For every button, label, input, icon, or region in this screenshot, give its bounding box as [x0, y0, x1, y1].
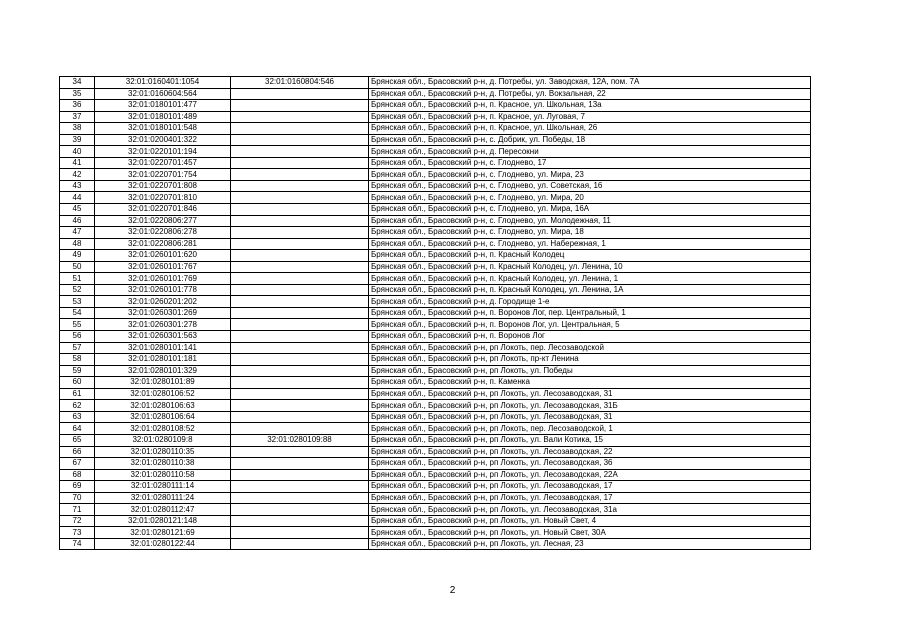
address-cell: Брянская обл., Брасовский р-н, рп Локоть, ул. Лесозаводская, 22А: [369, 469, 811, 481]
previous-number-cell: [231, 446, 369, 458]
row-number-cell: 41: [60, 157, 95, 169]
address-cell: Брянская обл., Брасовский р-н, д. Пересокни: [369, 146, 811, 158]
previous-number-cell: [231, 388, 369, 400]
cadastral-number-cell: 32:01:0280108:52: [95, 423, 231, 435]
table-row: [60, 434, 811, 446]
cadastral-number-cell: 32:01:0280101:329: [95, 365, 231, 377]
cadastral-number-cell: 32:01:0220701:457: [95, 157, 231, 169]
previous-number-cell: [231, 492, 369, 504]
previous-number-cell: 32:01:0160804:546: [231, 77, 369, 89]
cadastral-number-cell: 32:01:0260301:563: [95, 331, 231, 343]
table-row: [60, 146, 811, 158]
row-number-cell: 63: [60, 411, 95, 423]
cadastral-number-cell: 32:01:0220701:754: [95, 169, 231, 181]
previous-number-cell: [231, 250, 369, 262]
row-number-cell: 55: [60, 319, 95, 331]
address-cell: Брянская обл., Брасовский р-н, п. Красное, ул. Луговая, 7: [369, 111, 811, 123]
cadastral-number-cell: 32:01:0220101:194: [95, 146, 231, 158]
table-row: [60, 354, 811, 366]
address-cell: Брянская обл., Брасовский р-н, п. Красный Колодец, ул. Ленина, 1: [369, 273, 811, 285]
cadastral-number-cell: 32:01:0280106:63: [95, 400, 231, 412]
row-number-cell: 70: [60, 492, 95, 504]
previous-number-cell: [231, 400, 369, 412]
cadastral-number-cell: 32:01:0280122:44: [95, 538, 231, 550]
table-row: [60, 238, 811, 250]
row-number-cell: 48: [60, 238, 95, 250]
table-row: [60, 458, 811, 470]
row-number-cell: 36: [60, 100, 95, 112]
row-number-cell: 65: [60, 434, 95, 446]
previous-number-cell: [231, 180, 369, 192]
address-cell: Брянская обл., Брасовский р-н, с. Глоднево, ул. Набережная, 1: [369, 238, 811, 250]
row-number-cell: 66: [60, 446, 95, 458]
cadastral-number-cell: 32:01:0280112:47: [95, 504, 231, 516]
previous-number-cell: [231, 192, 369, 204]
address-cell: Брянская обл., Брасовский р-н, с. Глоднево, ул. Мира, 23: [369, 169, 811, 181]
row-number-cell: 37: [60, 111, 95, 123]
cadastral-number-cell: 32:01:0280121:148: [95, 515, 231, 527]
table-row: [60, 134, 811, 146]
table-row: [60, 111, 811, 123]
row-number-cell: 60: [60, 377, 95, 389]
row-number-cell: 50: [60, 261, 95, 273]
table-row: [60, 77, 811, 89]
address-cell: Брянская обл., Брасовский р-н, п. Воронов Лог: [369, 331, 811, 343]
table-row: [60, 296, 811, 308]
row-number-cell: 52: [60, 284, 95, 296]
row-number-cell: 39: [60, 134, 95, 146]
table-row: [60, 284, 811, 296]
cadastral-number-cell: 32:01:0220806:281: [95, 238, 231, 250]
table-row: [60, 204, 811, 216]
previous-number-cell: [231, 296, 369, 308]
row-number-cell: 72: [60, 515, 95, 527]
cadastral-number-cell: 32:01:0220701:810: [95, 192, 231, 204]
address-cell: Брянская обл., Брасовский р-н, п. Красное, ул. Школьная, 13а: [369, 100, 811, 112]
cadastral-number-cell: 32:01:0280101:89: [95, 377, 231, 389]
table-row: [60, 319, 811, 331]
row-number-cell: 35: [60, 88, 95, 100]
cadastral-number-cell: 32:01:0180101:477: [95, 100, 231, 112]
row-number-cell: 45: [60, 204, 95, 216]
table-row: [60, 215, 811, 227]
cadastral-number-cell: 32:01:0280101:181: [95, 354, 231, 366]
table-row: [60, 423, 811, 435]
row-number-cell: 59: [60, 365, 95, 377]
previous-number-cell: [231, 134, 369, 146]
address-cell: Брянская обл., Брасовский р-н, с. Глоднево, ул. Мира, 16А: [369, 204, 811, 216]
table-row: [60, 123, 811, 135]
table-row: [60, 492, 811, 504]
address-cell: Брянская обл., Брасовский р-н, рп Локоть, пр-кт Ленина: [369, 354, 811, 366]
previous-number-cell: [231, 204, 369, 216]
cadastral-number-cell: 32:01:0220806:277: [95, 215, 231, 227]
cadastral-number-cell: 32:01:0200401:322: [95, 134, 231, 146]
row-number-cell: 56: [60, 331, 95, 343]
table-row: [60, 538, 811, 550]
address-cell: Брянская обл., Брасовский р-н, рп Локоть, ул. Победы: [369, 365, 811, 377]
row-number-cell: 58: [60, 354, 95, 366]
row-number-cell: 34: [60, 77, 95, 89]
table-row: [60, 504, 811, 516]
row-number-cell: 51: [60, 273, 95, 285]
previous-number-cell: [231, 146, 369, 158]
table-row: [60, 377, 811, 389]
table-row: [60, 527, 811, 539]
previous-number-cell: [231, 538, 369, 550]
row-number-cell: 44: [60, 192, 95, 204]
row-number-cell: 67: [60, 458, 95, 470]
cadastral-number-cell: 32:01:0220806:278: [95, 227, 231, 239]
cadastral-number-cell: 32:01:0220701:846: [95, 204, 231, 216]
previous-number-cell: [231, 331, 369, 343]
address-cell: Брянская обл., Брасовский р-н, д. Городище 1-е: [369, 296, 811, 308]
address-cell: Брянская обл., Брасовский р-н, с. Добрик, ул. Победы, 18: [369, 134, 811, 146]
table-row: [60, 180, 811, 192]
table-row: [60, 100, 811, 112]
address-cell: Брянская обл., Брасовский р-н, рп Локоть, ул. Лесозаводская, 22: [369, 446, 811, 458]
address-cell: Брянская обл., Брасовский р-н, рп Локоть, ул. Лесозаводская, 31: [369, 388, 811, 400]
address-cell: Брянская обл., Брасовский р-н, рп Локоть, ул. Лесозаводская, 17: [369, 492, 811, 504]
row-number-cell: 42: [60, 169, 95, 181]
table-row: [60, 388, 811, 400]
address-cell: Брянская обл., Брасовский р-н, рп Локоть, ул. Лесная, 23: [369, 538, 811, 550]
previous-number-cell: [231, 365, 369, 377]
previous-number-cell: [231, 284, 369, 296]
row-number-cell: 53: [60, 296, 95, 308]
address-cell: Брянская обл., Брасовский р-н, п. Красный Колодец: [369, 250, 811, 262]
row-number-cell: 73: [60, 527, 95, 539]
cadastral-number-cell: 32:01:0280111:24: [95, 492, 231, 504]
address-cell: Брянская обл., Брасовский р-н, рп Локоть, пер. Лесозаводской: [369, 342, 811, 354]
previous-number-cell: [231, 458, 369, 470]
previous-number-cell: [231, 227, 369, 239]
address-cell: Брянская обл., Брасовский р-н, д. Потребы, ул. Вокзальная, 22: [369, 88, 811, 100]
address-cell: Брянская обл., Брасовский р-н, с. Глоднево, ул. Мира, 20: [369, 192, 811, 204]
previous-number-cell: [231, 307, 369, 319]
address-cell: Брянская обл., Брасовский р-н, рп Локоть, ул. Лесозаводская, 36: [369, 458, 811, 470]
cadastral-number-cell: 32:01:0280110:58: [95, 469, 231, 481]
row-number-cell: 47: [60, 227, 95, 239]
row-number-cell: 43: [60, 180, 95, 192]
table-row: [60, 411, 811, 423]
address-cell: Брянская обл., Брасовский р-н, с. Глоднево, ул. Мира, 18: [369, 227, 811, 239]
cadastral-number-cell: 32:01:0280110:38: [95, 458, 231, 470]
address-cell: Брянская обл., Брасовский р-н, п. Воронов Лог, ул. Центральная, 5: [369, 319, 811, 331]
address-cell: Брянская обл., Брасовский р-н, рп Локоть, пер. Лесозаводской, 1: [369, 423, 811, 435]
address-cell: Брянская обл., Брасовский р-н, рп Локоть, ул. Новый Свет, 4: [369, 515, 811, 527]
address-cell: Брянская обл., Брасовский р-н, с. Глоднево, ул. Советская, 16: [369, 180, 811, 192]
previous-number-cell: [231, 377, 369, 389]
table-row: [60, 227, 811, 239]
cadastral-number-cell: 32:01:0280101:141: [95, 342, 231, 354]
address-cell: Брянская обл., Брасовский р-н, п. Красный Колодец, ул. Ленина, 10: [369, 261, 811, 273]
cadastral-number-cell: 32:01:0160604:564: [95, 88, 231, 100]
address-cell: Брянская обл., Брасовский р-н, рп Локоть, ул. Лесозаводская, 17: [369, 481, 811, 493]
previous-number-cell: [231, 261, 369, 273]
address-cell: Брянская обл., Брасовский р-н, п. Воронов Лог, пер. Центральный, 1: [369, 307, 811, 319]
previous-number-cell: [231, 100, 369, 112]
previous-number-cell: [231, 481, 369, 493]
row-number-cell: 74: [60, 538, 95, 550]
previous-number-cell: [231, 423, 369, 435]
table-row: [60, 446, 811, 458]
cadastral-number-cell: 32:01:0180101:489: [95, 111, 231, 123]
table-row: [60, 273, 811, 285]
cadastral-number-cell: 32:01:0280106:64: [95, 411, 231, 423]
address-cell: Брянская обл., Брасовский р-н, рп Локоть, ул. Вали Котика, 15: [369, 434, 811, 446]
previous-number-cell: 32:01:0280109:88: [231, 434, 369, 446]
table-row: [60, 88, 811, 100]
cadastral-number-cell: 32:01:0160401:1054: [95, 77, 231, 89]
row-number-cell: 62: [60, 400, 95, 412]
cadastral-number-cell: 32:01:0280121:69: [95, 527, 231, 539]
table-row: [60, 481, 811, 493]
address-cell: Брянская обл., Брасовский р-н, с. Глоднево, 17: [369, 157, 811, 169]
previous-number-cell: [231, 215, 369, 227]
row-number-cell: 49: [60, 250, 95, 262]
previous-number-cell: [231, 273, 369, 285]
page-number: 2: [449, 585, 456, 596]
cadastral-number-cell: 32:01:0260301:278: [95, 319, 231, 331]
address-cell: Брянская обл., Брасовский р-н, рп Локоть, ул. Лесозаводская, 31а: [369, 504, 811, 516]
previous-number-cell: [231, 515, 369, 527]
previous-number-cell: [231, 527, 369, 539]
table-row: [60, 307, 811, 319]
table-row: [60, 169, 811, 181]
row-number-cell: 57: [60, 342, 95, 354]
cadastral-number-cell: 32:01:0280110:35: [95, 446, 231, 458]
address-cell: Брянская обл., Брасовский р-н, п. Каменка: [369, 377, 811, 389]
previous-number-cell: [231, 469, 369, 481]
row-number-cell: 61: [60, 388, 95, 400]
address-cell: Брянская обл., Брасовский р-н, д. Потребы, ул. Заводская, 12А, пом. 7А: [369, 77, 811, 89]
cadastral-number-cell: 32:01:0260201:202: [95, 296, 231, 308]
table-row: [60, 469, 811, 481]
row-number-cell: 68: [60, 469, 95, 481]
address-cell: Брянская обл., Брасовский р-н, п. Красное, ул. Школьная, 26: [369, 123, 811, 135]
previous-number-cell: [231, 88, 369, 100]
table-row: [60, 342, 811, 354]
property-table-body: [60, 77, 811, 550]
previous-number-cell: [231, 342, 369, 354]
cadastral-number-cell: 32:01:0280106:52: [95, 388, 231, 400]
cadastral-number-cell: 32:01:0260301:269: [95, 307, 231, 319]
previous-number-cell: [231, 111, 369, 123]
address-cell: Брянская обл., Брасовский р-н, с. Глоднево, ул. Молодежная, 11: [369, 215, 811, 227]
cadastral-number-cell: 32:01:0280109:8: [95, 434, 231, 446]
row-number-cell: 38: [60, 123, 95, 135]
cadastral-number-cell: 32:01:0220701:808: [95, 180, 231, 192]
row-number-cell: 54: [60, 307, 95, 319]
previous-number-cell: [231, 169, 369, 181]
address-cell: Брянская обл., Брасовский р-н, рп Локоть, ул. Лесозаводская, 31Б: [369, 400, 811, 412]
address-cell: Брянская обл., Брасовский р-н, рп Локоть, ул. Лесозаводская, 31: [369, 411, 811, 423]
previous-number-cell: [231, 354, 369, 366]
cadastral-number-cell: 32:01:0180101:548: [95, 123, 231, 135]
address-cell: Брянская обл., Брасовский р-н, рп Локоть, ул. Новый Свет, 30А: [369, 527, 811, 539]
previous-number-cell: [231, 123, 369, 135]
previous-number-cell: [231, 504, 369, 516]
table-row: [60, 250, 811, 262]
previous-number-cell: [231, 319, 369, 331]
table-row: [60, 400, 811, 412]
row-number-cell: 69: [60, 481, 95, 493]
table-row: [60, 192, 811, 204]
table-row: [60, 157, 811, 169]
cadastral-number-cell: 32:01:0260101:769: [95, 273, 231, 285]
table-row: [60, 515, 811, 527]
row-number-cell: 46: [60, 215, 95, 227]
cadastral-number-cell: 32:01:0260101:778: [95, 284, 231, 296]
address-cell: Брянская обл., Брасовский р-н, п. Красный Колодец, ул. Ленина, 1А: [369, 284, 811, 296]
cadastral-number-cell: 32:01:0260101:620: [95, 250, 231, 262]
property-table: [59, 76, 811, 550]
cadastral-number-cell: 32:01:0280111:14: [95, 481, 231, 493]
row-number-cell: 71: [60, 504, 95, 516]
previous-number-cell: [231, 411, 369, 423]
row-number-cell: 64: [60, 423, 95, 435]
table-row: [60, 261, 811, 273]
previous-number-cell: [231, 238, 369, 250]
previous-number-cell: [231, 157, 369, 169]
cadastral-number-cell: 32:01:0260101:767: [95, 261, 231, 273]
table-row: [60, 331, 811, 343]
row-number-cell: 40: [60, 146, 95, 158]
table-row: [60, 365, 811, 377]
